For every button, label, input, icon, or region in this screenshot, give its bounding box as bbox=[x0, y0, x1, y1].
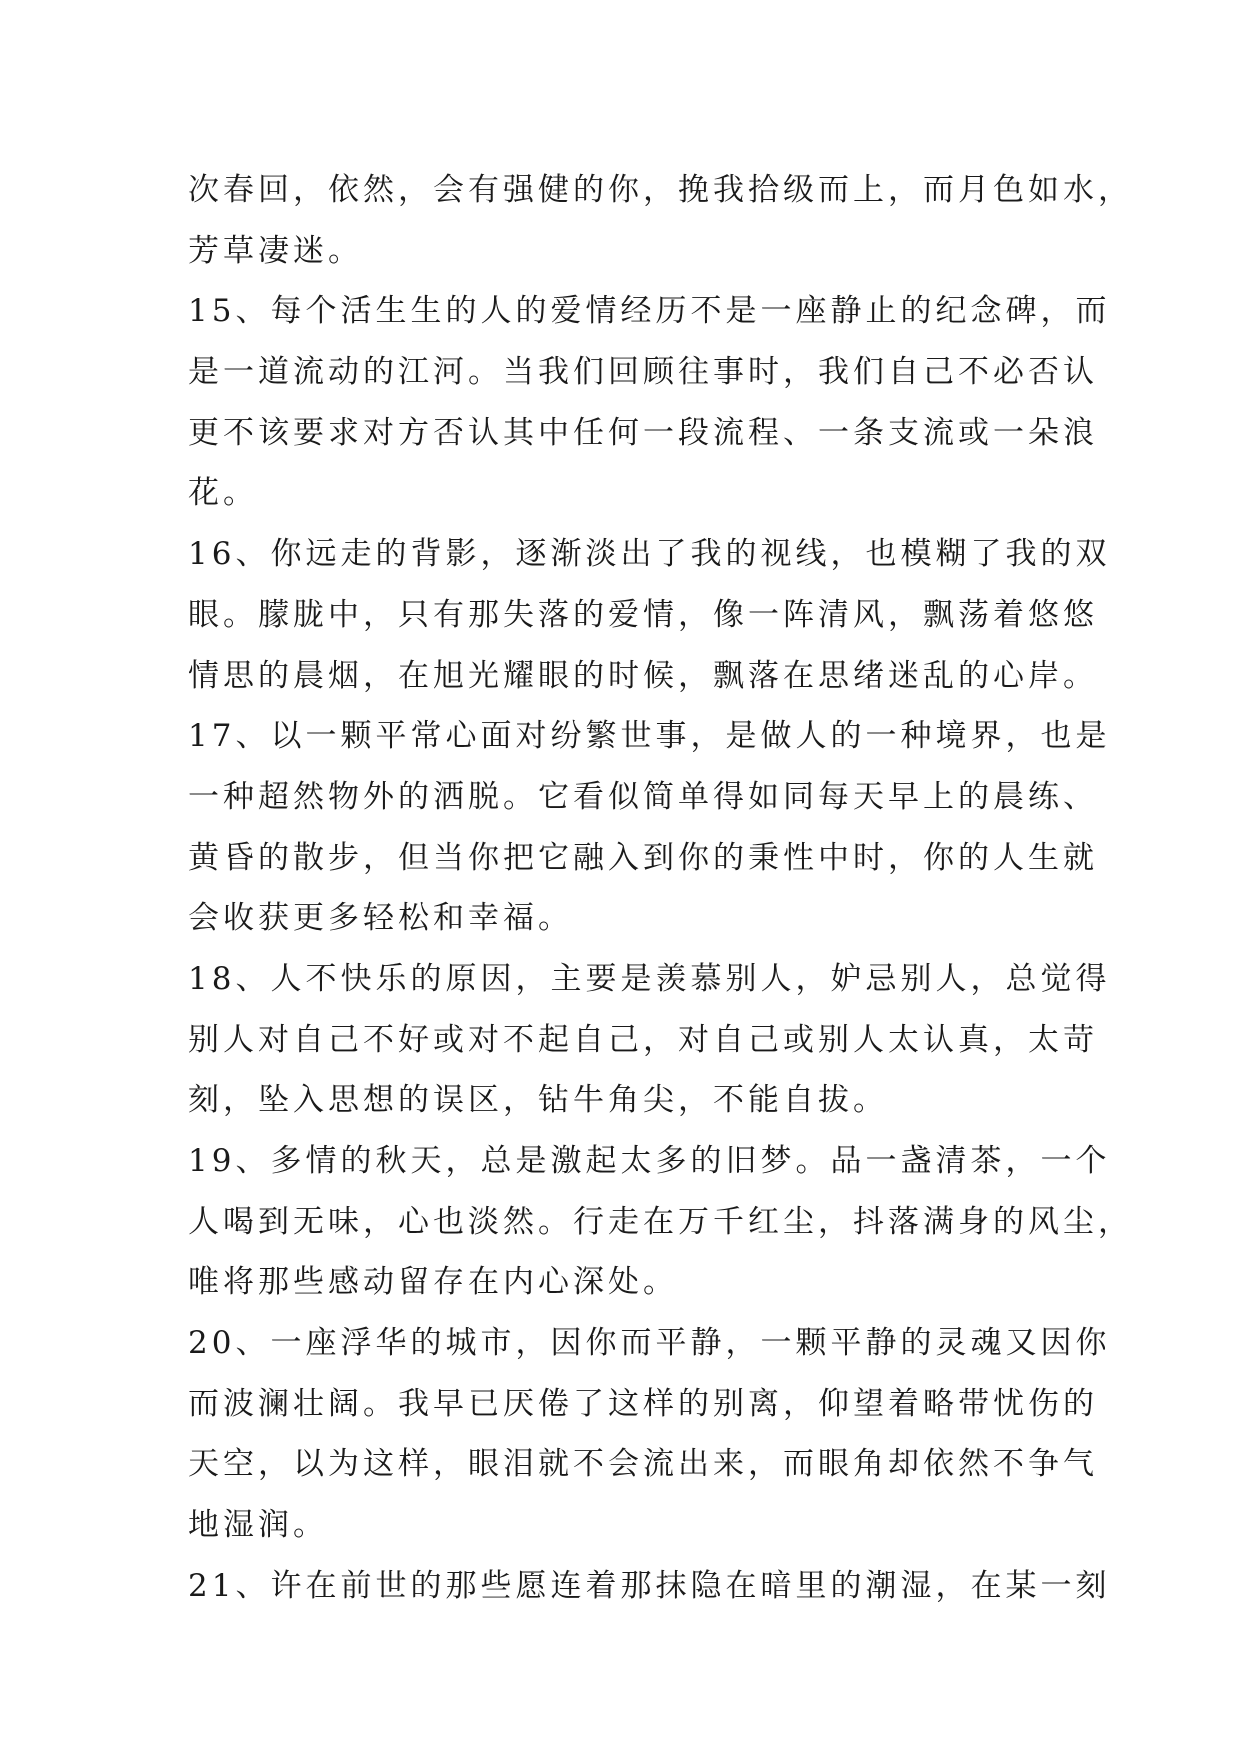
text-line: 更不该要求对方否认其中任何一段流程、一条支流或一朵浪 bbox=[188, 414, 1098, 451]
text-line: 次春回，依然，会有强健的你，挽我拾级而上，而月色如水， bbox=[188, 172, 1133, 208]
text-line: 地湿润。 bbox=[188, 1507, 328, 1544]
text-line: 18、人不快乐的原因，主要是羡慕别人，妒忌别人，总觉得 bbox=[188, 960, 1111, 997]
text-line: 19、多情的秋天，总是激起太多的旧梦。品一盏清茶，一个 bbox=[188, 1143, 1111, 1179]
text-line: 眼。朦胧中，只有那失落的爱情，像一阵清风，飘荡着悠悠 bbox=[188, 596, 1098, 633]
text-line: 是一道流动的江河。当我们回顾往事时，我们自己不必否认 bbox=[188, 354, 1098, 391]
text-line: 15、每个活生生的人的爱情经历不是一座静止的纪念碑，而 bbox=[188, 293, 1111, 330]
text-line: 唯将那些感动留存在内心深处。 bbox=[188, 1264, 678, 1301]
text-line: 17、以一颗平常心面对纷繁世事，是做人的一种境界，也是 bbox=[188, 718, 1111, 755]
text-line: 21、许在前世的那些愿连着那抹隐在暗里的潮湿，在某一刻 bbox=[188, 1567, 1111, 1604]
body-text bbox=[188, 160, 1133, 1617]
text-line: 一种超然物外的洒脱。它看似简单得如同每天早上的晨练、 bbox=[188, 778, 1098, 815]
text-line: 别人对自己不好或对不起自己，对自己或别人太认真，太苛 bbox=[188, 1021, 1098, 1058]
text-line: 16、你远走的背影，逐渐淡出了我的视线，也模糊了我的双 bbox=[188, 536, 1111, 573]
text-line: 天空，以为这样，眼泪就不会流出来，而眼角却依然不争气 bbox=[188, 1446, 1098, 1483]
text-line: 而波澜壮阔。我早已厌倦了这样的别离，仰望着略带忧伤的 bbox=[188, 1385, 1098, 1422]
text-line: 花。 bbox=[188, 475, 258, 512]
text-line: 会收获更多轻松和幸福。 bbox=[188, 900, 573, 937]
text-line: 黄昏的散步，但当你把它融入到你的秉性中时，你的人生就 bbox=[188, 839, 1098, 876]
text-line: 情思的晨烟，在旭光耀眼的时候，飘落在思绪迷乱的心岸。 bbox=[188, 657, 1098, 694]
text-line: 芳草凄迷。 bbox=[188, 232, 363, 269]
text-line: 人喝到无味，心也淡然。行走在万千红尘，抖落满身的风尘， bbox=[188, 1203, 1133, 1240]
text-line: 20、一座浮华的城市，因你而平静，一颗平静的灵魂又因你 bbox=[188, 1325, 1111, 1362]
text-line: 刻，坠入思想的误区，钻牛角尖，不能自拔。 bbox=[188, 1082, 888, 1119]
